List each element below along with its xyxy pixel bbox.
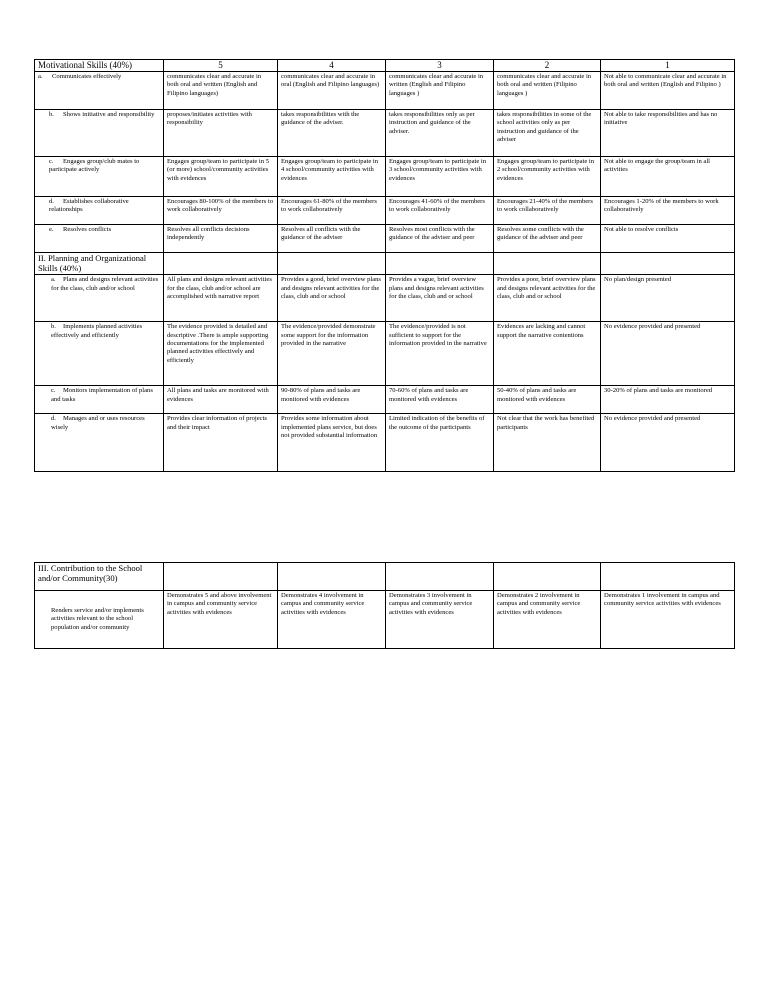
descriptor-cell: Evidences are lacking and cannot support the narrative contentions xyxy=(494,322,601,386)
descriptor-cell: No evidence provided and presented xyxy=(601,322,735,386)
criterion-row xyxy=(35,591,735,649)
descriptor-cell: 90-80% of plans and tasks are monitored with evidences xyxy=(278,386,386,414)
criterion-cell xyxy=(35,197,164,225)
descriptor-cell: Resolves all conflicts decisions independently xyxy=(164,225,278,253)
descriptor-cell: Engages group/team to participate in 3 school/community activities with evidences xyxy=(386,157,494,197)
criterion-row xyxy=(35,197,735,225)
descriptor-cell: All plans and designs relevant activities for the class, club and/or school are accomplished with narrative report xyxy=(164,275,278,322)
criterion-text: Shows initiative and responsibility xyxy=(63,111,155,118)
empty-cell xyxy=(386,563,494,591)
criterion-cell xyxy=(35,322,164,386)
descriptor-cell: communicates clear and accurate in both oral and written (Filipino languages ) xyxy=(494,72,601,110)
criterion-row xyxy=(35,386,735,414)
criterion-text: Manages and or uses resources wisely xyxy=(51,415,145,431)
descriptor-cell: takes responsibilities with the guidance of the adviser. xyxy=(278,110,386,157)
criterion-row xyxy=(35,110,735,157)
criterion-row xyxy=(35,322,735,386)
descriptor-cell: Demonstrates 1 involvement in campus and community service activities with evidences xyxy=(601,591,735,649)
descriptor-cell: takes responsibilities only as per instruction and guidance of the adviser. xyxy=(386,110,494,157)
header-row xyxy=(35,60,735,72)
descriptor-cell: communicates clear and accurate in written (English and Filipino languages ) xyxy=(386,72,494,110)
descriptor-cell: No plan/design presented xyxy=(601,275,735,322)
criterion-row xyxy=(35,414,735,472)
descriptor-cell: Engages group/team to participate in 2 school/community activities with evidences xyxy=(494,157,601,197)
descriptor-cell: Provides a good, brief overview plans and designs relevant activities for the class, club and or school xyxy=(278,275,386,322)
descriptor-cell: Resolves most conflicts with the guidance of the adviser and peer xyxy=(386,225,494,253)
rubric-table xyxy=(34,59,735,472)
criterion-row xyxy=(35,157,735,197)
criterion-label: a. xyxy=(51,276,56,284)
section-title-motivational: Motivational Skills (40%) xyxy=(35,60,164,72)
descriptor-cell: Demonstrates 5 and above involvement in campus and community service activities with evidences xyxy=(164,591,278,649)
criterion-row xyxy=(35,275,735,322)
descriptor-cell: Engages group/team to participate in 4 school/community activities with evidences xyxy=(278,157,386,197)
criterion-text: Communicates effectively xyxy=(52,73,122,80)
criterion-cell xyxy=(35,157,164,197)
descriptor-cell: Not able to communicate clear and accurate in both oral and written (English and Filipino ) xyxy=(601,72,735,110)
descriptor-cell: takes responsibilities in some of the school activities only as per instruction and guidance of the adviser xyxy=(494,110,601,157)
empty-cell xyxy=(601,563,735,591)
descriptor-cell: Provides a vague, brief overview plans and designs relevant activities for the class, club and or school xyxy=(386,275,494,322)
criterion-cell xyxy=(35,275,164,322)
empty-cell xyxy=(164,563,278,591)
empty-cell xyxy=(278,563,386,591)
criterion-cell xyxy=(35,72,164,110)
descriptor-cell: The evidence/provided demonstrate some support for the information provided in the narrative xyxy=(278,322,386,386)
criterion-label: c. xyxy=(49,158,54,165)
descriptor-cell: Not able to engage the group/team in all activities xyxy=(601,157,735,197)
criterion-text: Establishes collaborative relationships xyxy=(49,198,129,214)
criterion-cell xyxy=(35,386,164,414)
descriptor-cell: proposes/initiates activities with responsibility xyxy=(164,110,278,157)
descriptor-cell: Not clear that the work has benefited participants xyxy=(494,414,601,472)
descriptor-cell: Encourages 21-40% of the members to work collaboratively xyxy=(494,197,601,225)
contribution-table xyxy=(34,562,735,649)
descriptor-cell: Encourages 1-20% of the members to work collaboratively xyxy=(601,197,735,225)
descriptor-cell: Not able to resolve conflicts xyxy=(601,225,735,253)
criterion-cell xyxy=(35,225,164,253)
descriptor-cell: Demonstrates 3 involvement in campus and community service activities with evidences xyxy=(386,591,494,649)
criterion-text: Resolves conflicts xyxy=(63,226,112,233)
criterion-cell: Renders service and/or implements activities relevant to the school population and/or community xyxy=(35,591,164,649)
descriptor-cell: Demonstrates 4 involvement in campus and community service activities with evidences xyxy=(278,591,386,649)
descriptor-cell: Provides clear information of projects and their impact xyxy=(164,414,278,472)
criterion-label: b. xyxy=(51,323,56,331)
score-3-header: 3 xyxy=(386,60,494,72)
descriptor-cell: Engages group/team to participate in 5 (or more) school/community activities with evidences xyxy=(164,157,278,197)
descriptor-cell: No evidence provided and presented xyxy=(601,414,735,472)
section-title-contribution: III. Contribution to the School and/or Community(30) xyxy=(35,563,164,591)
descriptor-cell: All plans and tasks are monitored with evidences xyxy=(164,386,278,414)
criterion-cell xyxy=(35,414,164,472)
criterion-cell xyxy=(35,110,164,157)
descriptor-cell: Resolves some conflicts with the guidance of the adviser and peer xyxy=(494,225,601,253)
descriptor-cell: Provides a poor, brief overview plans and designs relevant activities for the class, club and or school xyxy=(494,275,601,322)
descriptor-cell: Demonstrates 2 involvement in campus and community service activities with evidences xyxy=(494,591,601,649)
descriptor-cell: Encourages 61-80% of the members to work collaboratively xyxy=(278,197,386,225)
descriptor-cell: Resolves all conflicts with the guidance of the adviser xyxy=(278,225,386,253)
criterion-row xyxy=(35,72,735,110)
descriptor-cell: Encourages 41-60% of the members to work collaboratively xyxy=(386,197,494,225)
descriptor-cell: Provides some information about implemented plans service, but does not provided substantial information xyxy=(278,414,386,472)
criterion-text: Plans and designs relevant activities for the class, club and/or school xyxy=(51,276,159,292)
empty-cell xyxy=(386,253,494,275)
descriptor-cell: Limited indication of the benefits of the outcome of the participants xyxy=(386,414,494,472)
criterion-text: Monitors implementation of plans and tasks xyxy=(51,387,153,403)
criterion-label: d. xyxy=(51,415,56,423)
descriptor-cell: 70-60% of plans and tasks are monitored with evidences xyxy=(386,386,494,414)
descriptor-cell: Not able to take responsibilities and has no initiative xyxy=(601,110,735,157)
score-2-header: 2 xyxy=(494,60,601,72)
empty-cell xyxy=(494,563,601,591)
criterion-label: b. xyxy=(49,111,54,118)
score-1-header: 1 xyxy=(601,60,735,72)
criterion-text: Engages group/club mates to participate actively xyxy=(49,158,140,174)
descriptor-cell: The evidence/provided is not sufficient to support for the information provided in the narrative xyxy=(386,322,494,386)
empty-cell xyxy=(278,253,386,275)
section-row xyxy=(35,253,735,275)
criterion-label: d. xyxy=(49,198,54,205)
descriptor-cell: Encourages 80-100% of the members to work collaboratively xyxy=(164,197,278,225)
criterion-label: c. xyxy=(51,387,56,395)
criterion-text: Implements planned activities effectively and efficiently xyxy=(51,323,143,339)
descriptor-cell: 30-20% of plans and tasks are monitored xyxy=(601,386,735,414)
descriptor-cell: communicates clear and accurate in both oral and written (English and Filipino languages) xyxy=(164,72,278,110)
score-4-header: 4 xyxy=(278,60,386,72)
descriptor-cell: communicates clear and accurate in oral (English and Filipino languages) xyxy=(278,72,386,110)
empty-cell xyxy=(601,253,735,275)
descriptor-cell: 50-40% of plans and tasks are monitored with evidences xyxy=(494,386,601,414)
section-row xyxy=(35,563,735,591)
criterion-label: e. xyxy=(49,226,54,233)
section-title-planning: II. Planning and Organizational Skills (40%) xyxy=(35,253,164,275)
criterion-label: a. xyxy=(38,73,43,80)
descriptor-cell: The evidence provided is detailed and descriptive .There is ample supporting documentations for the implemented planned activities effectively and efficiently xyxy=(164,322,278,386)
empty-cell xyxy=(164,253,278,275)
empty-cell xyxy=(494,253,601,275)
criterion-row xyxy=(35,225,735,253)
score-5-header: 5 xyxy=(164,60,278,72)
